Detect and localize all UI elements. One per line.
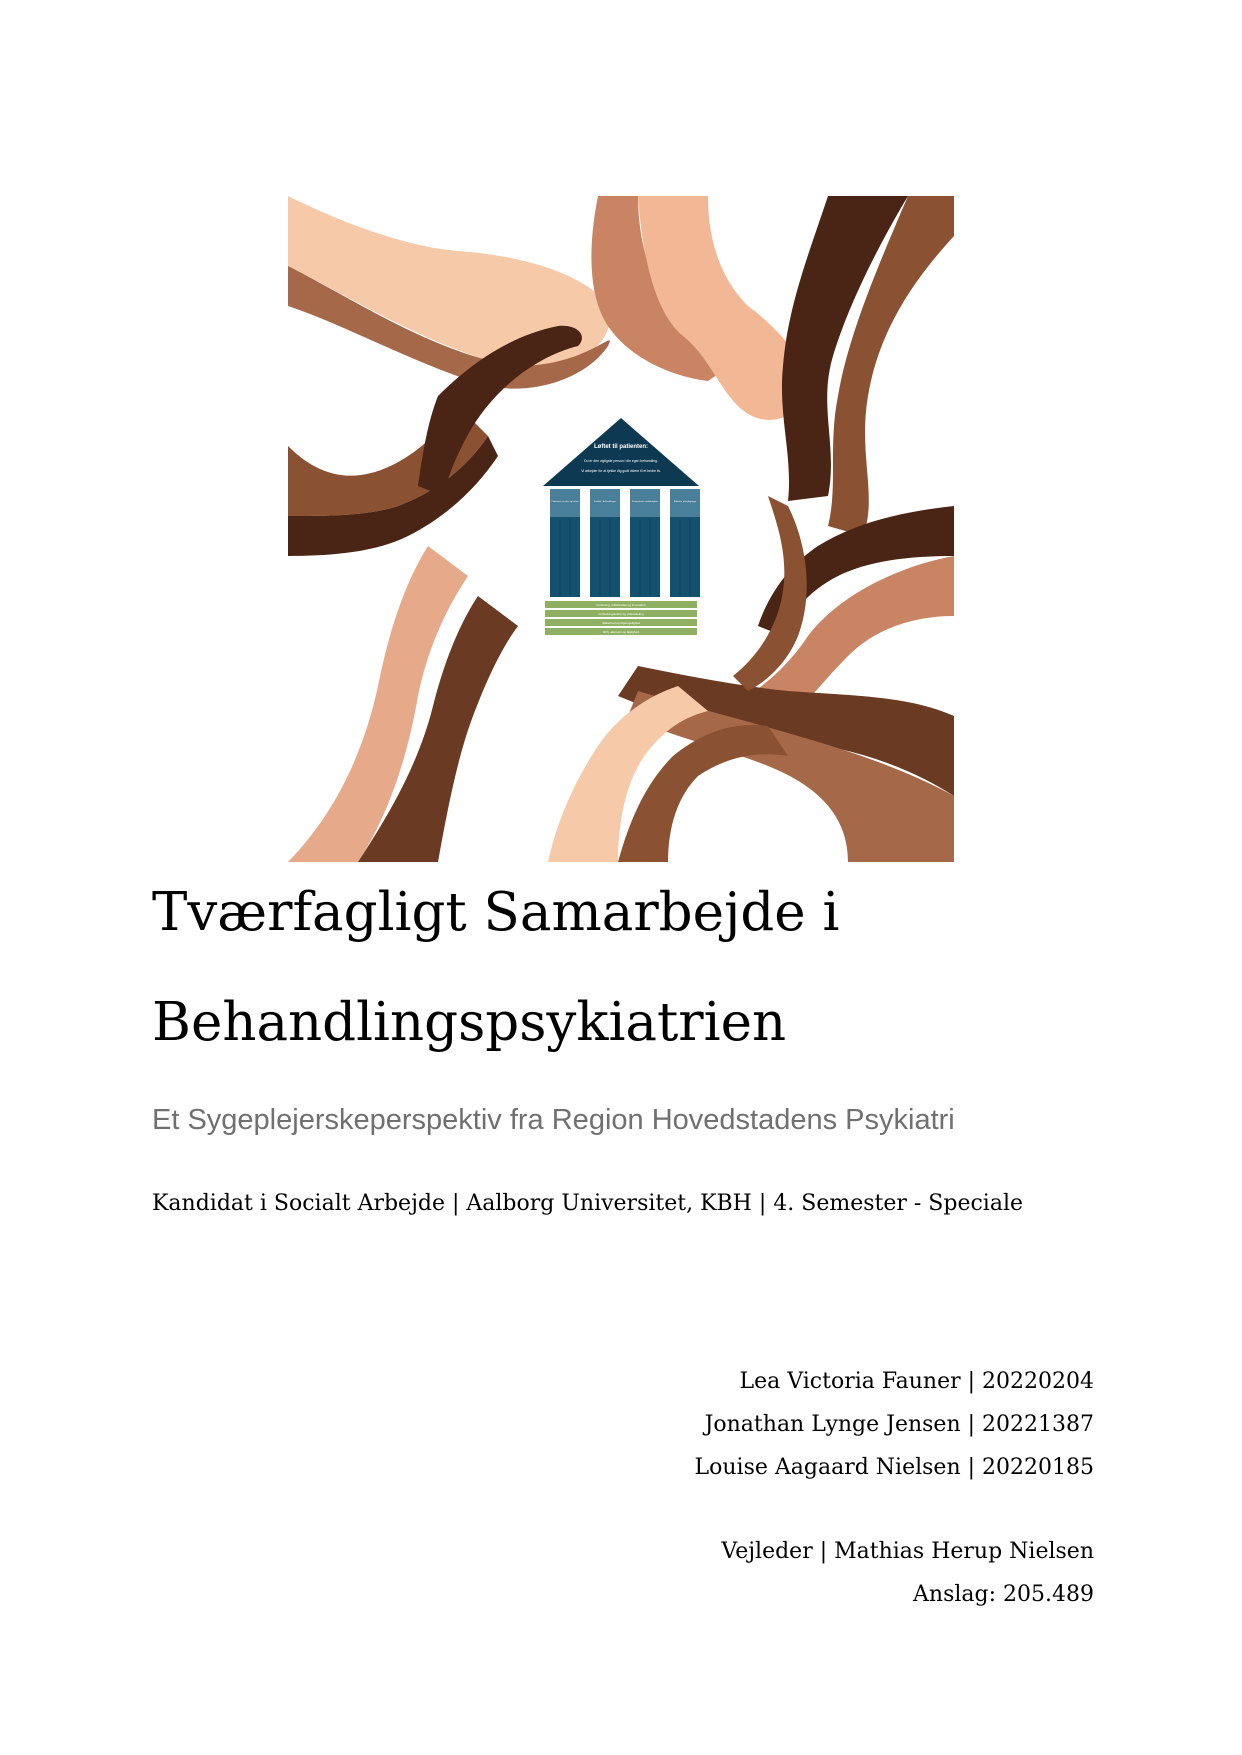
pillar-label-3: Kompetente medarbejdere [632, 501, 658, 503]
house-roof-line-1: Du er den vigtigste person i din egen behandling. [584, 459, 658, 463]
pillar-label-4: Effektive arbejdsgange [673, 501, 697, 503]
house-roof-line-2: Vi arbejder for at tjekke dig godt videre til et bedre liv. [581, 469, 661, 473]
pillar-label-1: Patientens ønsker og behov [551, 501, 579, 503]
author-line: Lea Victoria Fauner | 20220204 [739, 1369, 1094, 1394]
supervisor-line: Vejleder | Mathias Herup Nielsen [721, 1539, 1094, 1564]
character-count: Anslag: 205.489 [913, 1582, 1094, 1607]
meta-block [721, 1530, 1094, 1616]
document-title-line-2: Behandlingspsykiatrien [152, 992, 787, 1053]
authors-block [695, 1360, 1094, 1489]
author-line: Jonathan Lynge Jensen | 20221387 [704, 1412, 1094, 1437]
cover-illustration [288, 196, 954, 862]
foundation-label-3: Sikkerhed og tilgængelighed [602, 621, 640, 625]
foundation-label-2: Forbedringskultur og vidensdeling [598, 612, 644, 616]
house-roof-title: Løftet til patienten: [594, 444, 648, 450]
foundation-label-4: Drift, økonomi og faglighed [603, 630, 639, 634]
program-line: Kandidat i Socialt Arbejde | Aalborg Universitet, KBH | 4. Semester - Speciale [152, 1191, 1024, 1216]
pillar-label-2: Kvalitet i behandlingen [593, 501, 617, 503]
document-subtitle: Et Sygeplejerskeperspektiv fra Region Hovedstadens Psykiatri [152, 1104, 955, 1136]
document-title-line-1: Tværfagligt Samarbejde i [152, 882, 840, 943]
author-line: Louise Aagaard Nielsen | 20220185 [694, 1455, 1094, 1480]
foundation-label-1: Forskning, uddannelse og innovation [596, 603, 646, 607]
